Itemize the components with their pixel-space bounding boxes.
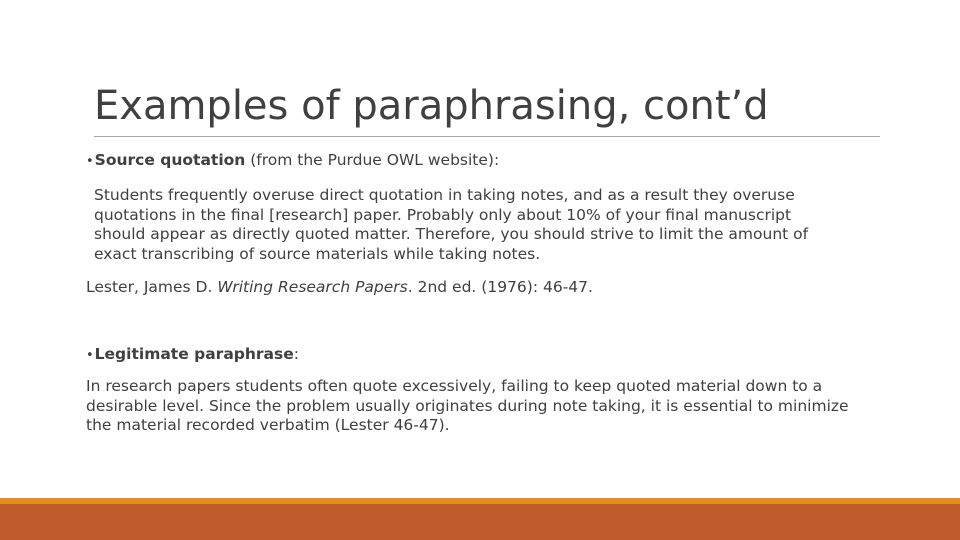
bullet-source-quotation bbox=[86, 150, 499, 172]
source-quote-block bbox=[94, 186, 864, 264]
quote-line: should appear as directly quoted matter. Therefore, you should strive to limit the amount of bbox=[94, 225, 809, 243]
bullet-icon: • bbox=[86, 348, 94, 363]
quote-line: exact transcribing of source materials while taking notes. bbox=[94, 244, 541, 263]
paraphrase-line: desirable level. Since the problem usually originates during note taking, it is essential to minimize bbox=[86, 396, 849, 415]
bullet-label: Source quotation bbox=[94, 151, 246, 169]
paraphrase-line: the material recorded verbatim (Lester 46-47). bbox=[86, 416, 450, 434]
title-underline bbox=[94, 136, 880, 137]
citation-details: . 2nd ed. (1976): 46-47. bbox=[407, 278, 593, 296]
citation-author: Lester, James D. bbox=[86, 278, 218, 296]
quote-line: Students frequently overuse direct quotation in taking notes, and as a result they overuse bbox=[94, 186, 795, 204]
paraphrase-line: In research papers students often quote excessively, failing to keep quoted material down to a bbox=[86, 377, 823, 395]
bullet-text: : bbox=[293, 345, 299, 363]
bullet-label: Legitimate paraphrase bbox=[94, 345, 294, 363]
quote-line: quotations in the final [research] paper. Probably only about 10% of your final manuscript bbox=[94, 205, 792, 224]
citation bbox=[86, 277, 593, 297]
footer-band bbox=[0, 504, 960, 540]
slide-title: Examples of paraphrasing, cont’d bbox=[94, 83, 769, 129]
paraphrase-block bbox=[86, 377, 886, 436]
bullet-text: (from the Purdue OWL website): bbox=[245, 151, 500, 169]
citation-book-title: Writing Research Papers bbox=[217, 278, 408, 296]
bullet-icon: • bbox=[86, 154, 94, 169]
bullet-legitimate-paraphrase bbox=[86, 344, 299, 366]
